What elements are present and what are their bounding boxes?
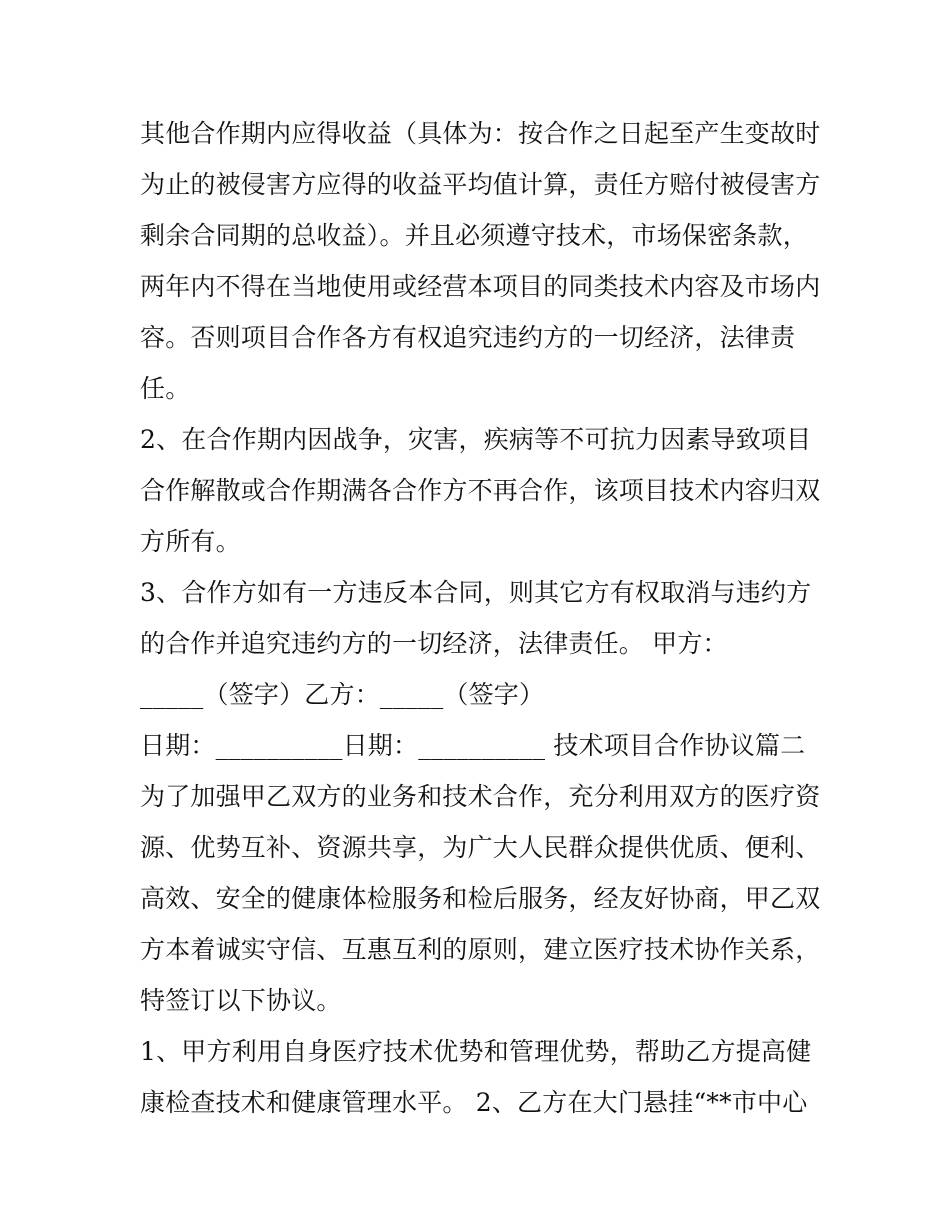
text-line: 源、优势互补、资源共享，为广大人民群众提供优质、便利、 [140, 833, 821, 862]
text-line: 为了加强甲乙双方的业务和技术合作，充分利用双方的医疗资 [140, 782, 821, 811]
text-line: 剩余合同期的总收益）。并且必须遵守技术，市场保密条款， [140, 221, 808, 250]
text-line: 为止的被侵害方应得的收益平均值计算，责任方赔付被侵害方 [140, 170, 821, 199]
text-line: 其他合作期内应得收益（具体为：按合作之日起至产生变故时 [140, 119, 821, 148]
text-line: 特签订以下协议。 [140, 986, 342, 1015]
document-body [140, 108, 840, 1128]
text-line: 的合作并追究违约方的一切经济，法律责任。 甲方： [140, 629, 728, 658]
text-line: 1、甲方利用自身医疗技术优势和管理优势，帮助乙方提高健 [140, 1037, 812, 1066]
text-line: 任。 [140, 374, 191, 403]
signature-line: _____（签字）乙方：_____（签字） [140, 680, 545, 709]
text-line: 康检查技术和健康管理水平。 2、乙方在大门悬挂“**市中心 [140, 1088, 808, 1117]
text-line: 合作解散或合作期满各合作方不再合作，该项目技术内容归双 [140, 476, 821, 505]
text-line: 高效、安全的健康体检服务和检后服务，经友好协商，甲乙双 [140, 884, 821, 913]
text-line: 容。否则项目合作各方有权追究违约方的一切经济，法律责 [140, 323, 796, 352]
text-line: 2、在合作期内因战争，灾害，疾病等不可抗力因素导致项目 [140, 425, 812, 454]
text-line: 两年内不得在当地使用或经营本项目的同类技术内容及市场内 [140, 272, 821, 301]
text-line: 3、合作方如有一方违反本合同，则其它方有权取消与违约方 [140, 578, 812, 607]
text-line: 方本着诚实守信、互惠互利的原则，建立医疗技术协作关系， [140, 935, 821, 964]
date-line: 日期：__________日期：__________ 技术项目合作协议篇二 [140, 731, 806, 760]
text-line: 方所有。 [140, 527, 241, 556]
